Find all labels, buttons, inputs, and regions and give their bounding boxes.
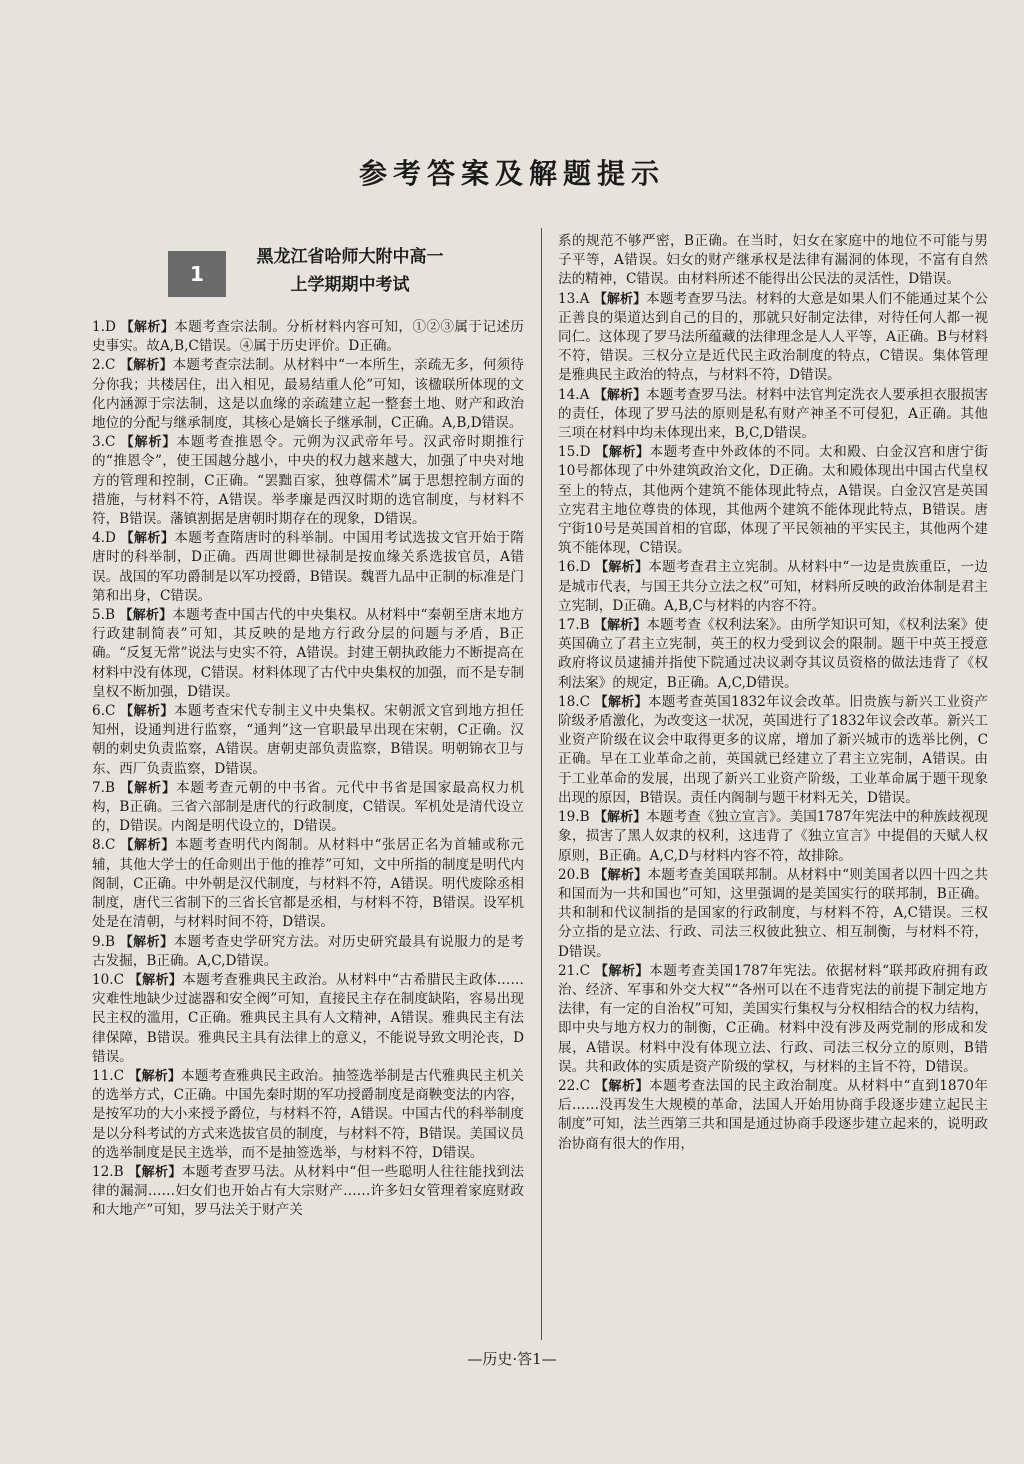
page-footer: —历史·答1— — [467, 1350, 557, 1368]
section-number-badge: 1 — [168, 251, 226, 297]
answer-entry-14: 14.A 【解析】本题考查罗马法。材料中法官判定洗衣人要承担衣服损害的责任，体现了罗马法的原则是私有财产神圣不可侵犯，A正确。其他三项在材料中均未体现出来，B,C,D错误。 — [558, 386, 988, 442]
section-title-line2: 上学期期中考试 — [290, 275, 410, 295]
answer-entry-18: 18.C 【解析】本题考查英国1832年议会改革。旧贵族与新兴工业资产阶级矛盾激化，为改变这一状况，英国进行了1832年议会改革。新兴工业资产阶级在议会中取得更多的议席，增加了新兴城市的选举比例，C正确。早在工业革命之前，英国就已经建立了君主立宪制，A错误。由于工业革命的发展，出现了新兴工业资产阶级，工业革命属于题干现象出现的原因，B错误。责任内阁制与题干材料无关，D错误。 — [558, 693, 988, 806]
section-title-line1: 黑龙江省哈师大附中高一 — [256, 247, 444, 267]
answer-entry-21: 21.C 【解析】本题考查美国1787年宪法。依据材料“联邦政府拥有政治、经济、军事和外交大权”“各州可以在不违背宪法的前提下制定地方法律，有一定的自治权”可知，美国实行集权与分权相结合的权力结构，即中央与地方权力的制衡，C正确。材料中没有涉及两党制的形成和发展，A错误。材料中没有体现立法、行政、司法三权分立的原则，B错误。共和政体的实质是资产阶级的掌权，与材料的主旨不符，D错误。 — [558, 962, 988, 1075]
right-column — [558, 232, 988, 1154]
answer-entry-16: 16.D 【解析】本题考查君主立宪制。从材料中“一边是贵族重臣，一边是城市代表，与国王共分立法之权”可知，材料所反映的政治体制是君主立宪制，D正确。A,B,C与材料的内容不符。 — [558, 559, 988, 614]
answer-entry-20: 20.B 【解析】本题考查美国联邦制。从材料中“则美国者以四十四之共和国而为一共和国也”可知，这里强调的是美国实行的联邦制，B正确。共和制和代议制指的是国家的行政制度，与材料不符，A,C错误。三权分立指的是立法、行政、司法三权彼此独立、相互制衡，与材料不符，D错误。 — [558, 866, 989, 960]
answer-entry-2: 2.C 【解析】本题考查宗法制。从材料中“一本所生，亲疏无多，何须待分你我；共楼居住，出入相见，最易结重人伦”可知，该楹联所体现的文化内涵源于宗法制，这是以血缘的亲疏建立起一整套土地、财产和政治地位的分配与继承制度，其核心是嫡长子继承制，C正确。A,B,D错误。 — [92, 357, 524, 432]
section-title — [230, 243, 470, 299]
answer-entry-15: 15.D 【解析】本题考查中外政体的不同。太和殿、白金汉宫和唐宁街10号都体现了中外建筑政治文化，D正确。太和殿体现出中国古代皇权至上的特点，其他两个建筑不能体现此特点，A错误。白金汉宫是英国立宪君主地位尊贵的体现，其他两个建筑不能体现此特点，B错误。唐宁街10号是英国首相的官邸，体现了平民领袖的平实民主，其他两个建筑不能体现，C错误。 — [558, 444, 988, 557]
answer-entry-17: 17.B 【解析】本题考查《权利法案》。由所学知识可知，《权利法案》使英国确立了君主立宪制，英王的权力受到议会的限制。题干中英王授意政府将议员逮捕并指使下院通过决议剥夺其议员资格的做法违背了《权利法案》的规定，B正确。A,C,D错误。 — [558, 617, 988, 691]
answer-entry-9: 9.B 【解析】本题考查史学研究方法。对历史研究最具有说服力的是考古发掘，B正确。A,C,D错误。 — [92, 933, 524, 969]
answer-entry-4: 4.D 【解析】本题考查隋唐时的科举制。中国用考试选拔文官开始于隋唐时的科举制，D正确。西周世卿世禄制是按血缘关系选拔官员，A错误。战国的军功爵制是以军功授爵，B错误。魏晋九品中正制的标准是门第和出身，C错误。 — [92, 530, 524, 604]
left-column — [92, 318, 524, 1221]
answer-entry-12-continued: 系的规范不够严密，B正确。在当时，妇女在家庭中的地位不可能与男子平等，A错误。妇女的财产继承权是法律有漏洞的体现，不富有自然法的精神，C错误。由材料所述不能得出公民法的灵活性，D错误。 — [558, 233, 988, 288]
answer-entry-19: 19.B 【解析】本题考查《独立宣言》。美国1787年宪法中的种族歧视现象，损害了黑人奴隶的权利，这违背了《独立宣言》中提倡的天赋人权原则，B正确。A,C,D与材料内容不符，故排除。 — [558, 809, 988, 864]
answer-entry-5: 5.B 【解析】本题考查中国古代的中央集权。从材料中“秦朝至唐末地方行政建制简表”可知，其反映的是地方行政分层的问题与矛盾，B正确。“反复无常”说法与史实不符，A错误。封建王朝执政能力不断提高在材料中没有体现，C错误。材料体现了古代中央集权的加强，而不是专制皇权不断加强，D错误。 — [92, 607, 524, 700]
answer-entry-3: 3.C 【解析】本题考查推恩令。元朔为汉武帝年号。汉武帝时期推行的“推恩令”，使王国越分越小，中央的权力越来越大，加强了中央对地方的管理和控制，C正确。“罢黜百家，独尊儒术”属于思想控制方面的措施，与材料不符，A错误。举孝廉是西汉时期的选官制度，与材料不符，B错误。藩镇割据是唐朝时期存在的现象，D错误。 — [92, 434, 525, 528]
section-header — [168, 243, 468, 305]
answer-entry-11: 11.C 【解析】本题考查雅典民主政治。抽签选举制是古代雅典民主机关的选举方式，C正确。中国先秦时期的军功授爵制度是商鞅变法的内容，是按军功的大小来授予爵位，与材料不符，A错误。中国古代的科举制度是以分科考试的方式来选拔官员的制度，与材料不符，B错误。美国议员的选举制度是民主选举，而不是抽签选举，与材料不符，D错误。 — [92, 1067, 524, 1161]
answer-entry-6: 6.C 【解析】本题考查宋代专制主义中央集权。宋朝派文官到地方担任知州，设通判进行监察，“通判”这一官职最早出现在宋朝，C正确。汉朝的刺史负责监察，A错误。唐朝吏部负责监察，B错误。明朝锦衣卫与东、西厂负责监察，D错误。 — [92, 703, 524, 777]
answer-entry-13: 13.A 【解析】本题考查罗马法。材料的大意是如果人们不能通过某个公正善良的渠道达到自己的目的，那就只好制定法律，对待任何人都一视同仁。这体现了罗马法所蕴藏的法律理念是人人平等，A正确。B与材料不符，错误。三权分立是近代民主政治制度的特点，C错误。集体管理是雅典民主政治的特点，与材料不符，D错误。 — [558, 290, 988, 384]
answer-entry-8: 8.C 【解析】本题考查明代内阁制。从材料中“张居正名为首辅或称元辅，其他大学士的任命则出于他的推荐”可知，文中所指的制度是明代内阁制，C正确。中外朝是汉代制度，与材料不符，A错误。明代废除丞相制度，唐代三省制下的三省长官都是丞相，与材料不符，B错误。设军机处是在清朝，与材料时间不符，D错误。 — [92, 837, 524, 931]
answer-entry-10: 10.C 【解析】本题考查雅典民主政治。从材料中“古希腊民主政体……灾难性地缺少过滤器和安全阀”可知，直接民主存在制度缺陷，容易出现民主权的滥用，C正确。雅典民主具有人文精神，A错误。雅典民主有法律保障，B错误。雅典民主具有法律上的意义，不能说导致文明沦丧，D错误。 — [92, 971, 524, 1065]
answer-entry-7: 7.B 【解析】本题考查元朝的中书省。元代中书省是国家最高权力机构，B正确。三省六部制是唐代的行政制度，C错误。军机处是清代设立的，D错误。内阁是明代设立的，D错误。 — [92, 779, 524, 835]
page-title: 参考答案及解题提示 — [358, 157, 665, 190]
answer-entry-12: 12.B 【解析】本题考查罗马法。从材料中“但一些聪明人往往能找到法律的漏洞……妇女们也开始占有大宗财产……许多妇女管理着家庭财政和大地产”可知，罗马法关于财产关 — [92, 1163, 524, 1219]
column-divider — [541, 228, 542, 1340]
answer-entry-1: 1.D 【解析】本题考查宗法制。分析材料内容可知，①②③属于记述历史事实。故A,B,C错误。④属于历史评价。D正确。 — [92, 319, 524, 355]
answer-entry-22: 22.C 【解析】本题考查法国的民主政治制度。从材料中“直到1870年后……没再发生大规模的革命，法国人开始用协商手段逐步建立起民主制度”可知，法兰西第三共和国是通过协商手段逐步建立起来的，说明政治协商有很大的作用， — [558, 1077, 988, 1152]
